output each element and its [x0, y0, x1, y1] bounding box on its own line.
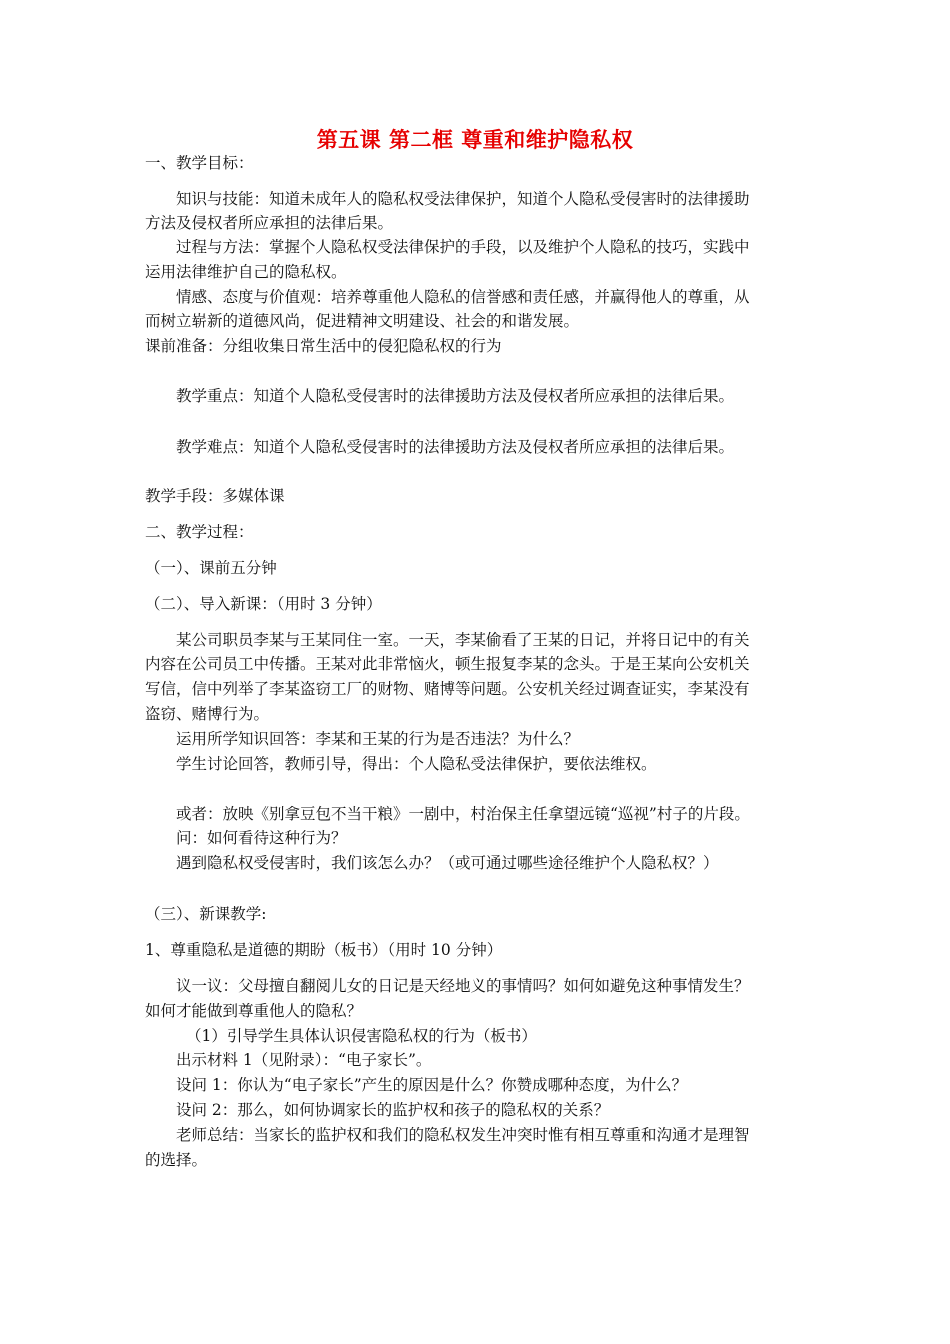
paragraph-line: 过程与方法：掌握个人隐私权受法律保护的手段，以及维护个人隐私的技巧，实践中	[176, 238, 750, 256]
paragraph-line: 学生讨论回答，教师引导，得出：个人隐私受法律保护，要依法维权。	[176, 755, 657, 773]
paragraph-line: 运用所学知识回答：李某和王某的行为是否违法？为什么？	[176, 730, 580, 748]
paragraph-line: 情感、态度与价值观：培养尊重他人隐私的信誉感和责任感，并赢得他人的尊重，从	[176, 288, 750, 306]
subsection-heading: （三）、新课教学:	[145, 905, 267, 923]
paragraph-line: 老师总结：当家长的监护权和我们的隐私权发生冲突时惟有相互尊重和沟通才是理智	[176, 1126, 750, 1144]
paragraph-line: 教学重点：知道个人隐私受侵害时的法律援助方法及侵权者所应承担的法律后果。	[176, 387, 735, 405]
paragraph-line: 议一议：父母擅自翻阅儿女的日记是天经地义的事情吗？如何如避免这种事情发生？	[176, 977, 750, 995]
paragraph-line: 的选择。	[145, 1151, 208, 1169]
paragraph-line: 遇到隐私权受侵害时，我们该怎么办？（或可通过哪些途径维护个人隐私权？）	[176, 854, 719, 872]
paragraph-line: 写信，信中列举了李某盗窃工厂的财物、赌博等问题。公安机关经过调查证实，李某没有	[145, 680, 750, 698]
paragraph-line: 教学手段：多媒体课	[145, 487, 285, 505]
subsection-heading: （一）、课前五分钟	[145, 559, 277, 577]
subsection-heading: 1、尊重隐私是道德的期盼（板书）（用时 10 分钟）	[145, 941, 503, 959]
paragraph-line: （1）引导学生具体认识侵害隐私权的行为（板书）	[186, 1027, 537, 1045]
paragraph-line: 问：如何看待这种行为？	[176, 829, 347, 847]
paragraph-line: 盗窃、赌博行为。	[145, 705, 270, 723]
paragraph-line: 课前准备：分组收集日常生活中的侵犯隐私权的行为	[145, 337, 502, 355]
paragraph-line: 运用法律维护自己的隐私权。	[145, 263, 347, 281]
paragraph-line: 方法及侵权者所应承担的法律后果。	[145, 214, 394, 232]
paragraph-line: 某公司职员李某与王某同住一室。一天，李某偷看了王某的日记，并将日记中的有关	[176, 631, 750, 649]
paragraph-line: 出示材料 1（见附录）：“电子家长”。	[176, 1051, 432, 1069]
paragraph-line: 如何才能做到尊重他人的隐私？	[145, 1002, 363, 1020]
paragraph-line: 或者：放映《别拿豆包不当干粮》一剧中，村治保主任拿望远镜“巡视”村子的片段。	[176, 805, 750, 823]
section-heading-objectives: 一、教学目标：	[145, 154, 254, 172]
paragraph-line: 设问 2：那么，如何协调家长的监护权和孩子的隐私权的关系？	[176, 1101, 610, 1119]
page-title: 第五课 第二框 尊重和维护隐私权	[316, 128, 634, 152]
paragraph-line: 设问 1：你认为“电子家长”产生的原因是什么？你赞成哪种态度，为什么？	[176, 1076, 688, 1094]
paragraph-line: 教学难点：知道个人隐私受侵害时的法律援助方法及侵权者所应承担的法律后果。	[176, 438, 735, 456]
subsection-heading: （二）、导入新课：（用时 3 分钟）	[145, 595, 382, 613]
paragraph-line: 知识与技能：知道未成年人的隐私权受法律保护，知道个人隐私受侵害时的法律援助	[176, 190, 750, 208]
paragraph-line: 而树立崭新的道德风尚，促进精神文明建设、社会的和谐发展。	[145, 312, 580, 330]
paragraph-line: 内容在公司员工中传播。王某对此非常恼火，顿生报复李某的念头。于是王某向公安机关	[145, 655, 750, 673]
section-heading-process: 二、教学过程：	[145, 523, 254, 541]
